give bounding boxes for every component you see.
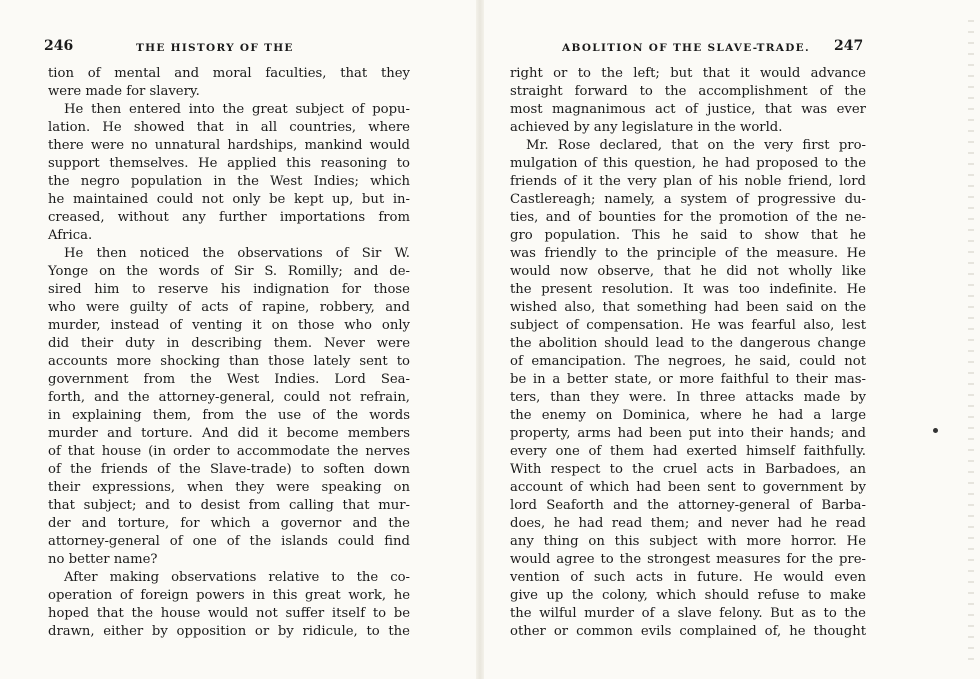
text-line: tion of mental and moral faculties, that they	[48, 66, 410, 81]
text-line: the enemy on Dominica, where he had a large	[510, 408, 866, 423]
left-page-body	[48, 65, 410, 641]
text-line: that subject; and to desist from calling that mur-	[48, 498, 410, 513]
text-line: every one of them had exerted himself faithfully.	[510, 444, 866, 459]
text-line: their expressions, when they were speaking on	[48, 480, 410, 495]
left-page	[0, 0, 480, 679]
left-running-head: THE HISTORY OF THE	[136, 42, 294, 54]
text-line: He then noticed the observations of Sir W.	[64, 246, 410, 261]
left-page-number: 246	[44, 38, 74, 54]
text-line: mulgation of this question, he had proposed to the	[510, 156, 866, 171]
text-line: support themselves. He applied this reasoning to	[48, 156, 410, 171]
text-line: government from the West Indies. Lord Sea-	[48, 372, 410, 387]
text-line: gro population. This he said to show that he	[510, 228, 866, 243]
right-page-header	[480, 40, 980, 58]
text-line: With respect to the cruel acts in Barbadoes, an	[510, 462, 866, 477]
text-line: of the friends of the Slave-trade) to soften down	[48, 462, 410, 477]
text-line: forth, and the attorney-general, could not refrain,	[48, 390, 410, 405]
text-line: lation. He showed that in all countries, where	[48, 120, 410, 135]
text-line: creased, without any further importations from	[48, 210, 410, 225]
text-line: of emancipation. The negroes, he said, could not	[510, 354, 866, 369]
text-line: friends of it the very plan of his noble friend, lord	[510, 174, 866, 189]
text-line: was friendly to the principle of the measure. He	[510, 246, 866, 261]
text-line: other or common evils complained of, he thought	[510, 624, 866, 639]
text-line: account of which had been sent to government by	[510, 480, 866, 495]
right-page-body	[510, 65, 866, 641]
text-line: the wilful murder of a slave felony. But as to the	[510, 606, 866, 621]
text-line: Africa.	[48, 228, 93, 243]
text-line: sired him to reserve his indignation for those	[48, 282, 410, 297]
text-line: murder and torture. And did it become members	[48, 426, 410, 441]
text-line: He then entered into the great subject of popu-	[64, 102, 410, 117]
text-line: did their duty in describing them. Never were	[48, 336, 410, 351]
right-running-head: ABOLITION OF THE SLAVE-TRADE.	[562, 42, 810, 54]
text-line: would now observe, that he did not wholly like	[510, 264, 866, 279]
ink-speck	[933, 428, 938, 433]
text-line: would agree to the strongest measures for the pre-	[510, 552, 866, 567]
text-line: After making observations relative to the co-	[64, 570, 410, 585]
text-line: the negro population in the West Indies; which	[48, 174, 410, 189]
text-line: lord Seaforth and the attorney-general of Barba-	[510, 498, 866, 513]
text-line: of that house (in order to accommodate the nerves	[48, 444, 410, 459]
text-line: ties, and of bounties for the promotion of the ne-	[510, 210, 866, 225]
text-line: accounts more shocking than those lately sent to	[48, 354, 410, 369]
text-line: Mr. Rose declared, that on the very first pro-	[526, 138, 866, 153]
text-line: were made for slavery.	[48, 84, 200, 99]
text-line: the abolition should lead to the dangerous change	[510, 336, 866, 351]
text-line: drawn, either by opposition or by ridicule, to the	[48, 624, 410, 639]
text-line: be in a better state, or more faithful to their mas-	[510, 372, 866, 387]
text-line: no better name?	[48, 552, 158, 567]
text-line: Yonge on the words of Sir S. Romilly; and de-	[48, 264, 410, 279]
text-line: any thing on this subject with more horror. He	[510, 534, 866, 549]
text-line: ters, than they were. In three attacks made by	[510, 390, 866, 405]
text-line: attorney-general of one of the islands could find	[48, 534, 410, 549]
text-line: operation of foreign powers in this great work, he	[48, 588, 410, 603]
right-page	[480, 0, 980, 679]
page-edge-marks	[968, 20, 974, 660]
text-line: give up the colony, which should refuse to make	[510, 588, 866, 603]
text-line: der and torture, for which a governor and the	[48, 516, 410, 531]
text-line: subject of compensation. He was fearful also, lest	[510, 318, 866, 333]
text-line: does, he had read them; and never had he read	[510, 516, 866, 531]
text-line: there were no unnatural hardships, mankind would	[48, 138, 410, 153]
text-line: property, arms had been put into their hands; and	[510, 426, 866, 441]
text-line: the present resolution. It was too indefinite. He	[510, 282, 866, 297]
text-line: right or to the left; but that it would advance	[510, 66, 866, 81]
text-line: he maintained could not only be kept up, but in-	[48, 192, 410, 207]
text-line: straight forward to the accomplishment of the	[510, 84, 866, 99]
text-line: wished also, that something had been said on the	[510, 300, 866, 315]
text-line: hoped that the house would not suffer itself to be	[48, 606, 410, 621]
text-line: vention of such acts in future. He would even	[510, 570, 866, 585]
text-line: who were guilty of acts of rapine, robbery, and	[48, 300, 410, 315]
text-line: Castlereagh; namely, a system of progressive du-	[510, 192, 866, 207]
right-page-number: 247	[834, 38, 864, 54]
left-page-header	[0, 40, 480, 58]
text-line: most magnanimous act of justice, that was ever	[510, 102, 866, 117]
text-line: achieved by any legislature in the world.	[510, 120, 783, 135]
text-line: in explaining them, from the use of the words	[48, 408, 410, 423]
text-line: murder, instead of venting it on those who only	[48, 318, 410, 333]
